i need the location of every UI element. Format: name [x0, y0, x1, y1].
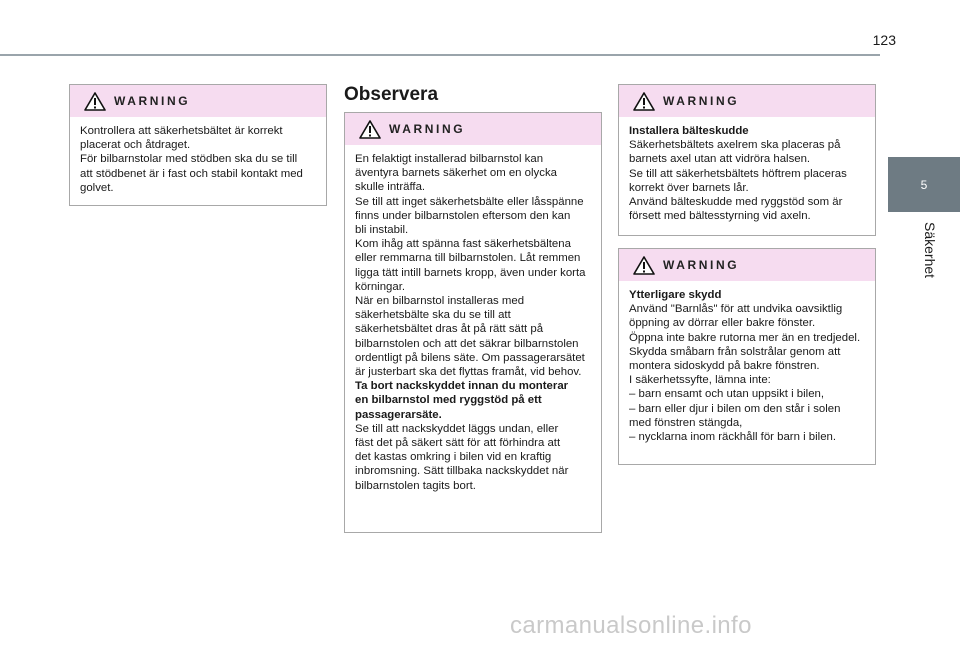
warning-triangle-icon	[633, 256, 655, 275]
text-line: Se till att säkerhetsbältets höftrem placeras	[629, 167, 847, 180]
warning-subtitle: Ytterligare skydd	[629, 289, 722, 301]
text-line: Säkerhetsbältets axelrem ska placeras på	[629, 139, 841, 152]
text-line: Öppna inte bakre rutorna mer än en tredjedel.	[629, 331, 861, 344]
text-line: barnets axel utan att vidröra halsen.	[629, 153, 811, 166]
chapter-number: 5	[920, 177, 928, 192]
text-line: För bilbarnstolar med stödben ska du se till	[80, 153, 298, 166]
text-line: I säkerhetssyfte, lämna inte:	[629, 374, 771, 387]
text-line: Skydda småbarn från solstrålar genom att	[629, 345, 841, 358]
text-line: försett med bältesstyrning vid axeln.	[629, 210, 811, 223]
text-line: ordentligt på bilens säte. Om passagerarsätet	[355, 351, 585, 364]
text-line: En felaktigt installerad bilbarnstol kan	[355, 153, 544, 165]
warning-body	[619, 117, 875, 229]
text-line: säkerhetsbälte ska du se till att	[355, 309, 511, 322]
text-line: Använd bälteskudde med ryggstöd som är	[629, 196, 843, 209]
text-line: – nycklarna inom räckhåll för barn i bilen.	[629, 431, 837, 444]
text-line: Kom ihåg att spänna fast säkerhetsbältena	[355, 238, 571, 251]
text-line: att stödbenet är i fast och stabil kontakt med	[80, 167, 303, 180]
text-line: är justerbart ska det flyttas framåt, vid behov.	[355, 366, 582, 379]
section-heading: Observera	[344, 84, 439, 105]
text-line: öppning av dörrar eller bakre fönster.	[629, 317, 816, 330]
text-line: Se till att inget säkerhetsbälte eller låsspänne	[355, 195, 584, 208]
warning-box-booster	[618, 84, 876, 236]
text-line: placerat och åtdraget.	[80, 139, 191, 152]
chapter-tab[interactable]	[888, 157, 960, 212]
warning-triangle-icon	[359, 120, 381, 139]
text-line: bilbarnstolen tagits bort.	[355, 479, 476, 492]
warning-box-seatbelt	[69, 84, 327, 206]
warning-title: WARNING	[114, 94, 191, 108]
text-line: körningar.	[355, 280, 406, 293]
chapter-label: Säkerhet	[922, 222, 938, 279]
warning-triangle-icon	[84, 92, 106, 111]
warning-box-extra-protection	[618, 248, 876, 465]
text-line: med fönstren stängda,	[629, 416, 743, 429]
warning-title: WARNING	[389, 122, 466, 136]
text-line: montera sidoskydd på bakre fönstren.	[629, 360, 820, 373]
warning-triangle-icon	[633, 92, 655, 111]
bold-text-line: Ta bort nackskyddet innan du monterar	[355, 380, 569, 393]
text-line: finns under bilbarnstolen eftersom den kan	[355, 209, 571, 222]
warning-body	[619, 281, 875, 450]
warning-title: WARNING	[663, 94, 740, 108]
warning-body	[345, 145, 601, 499]
text-line: äventyra barnets säkerhet om en olycka	[355, 167, 557, 180]
text-line: inbromsning. Sätt tillbaka nackskyddet när	[355, 465, 569, 478]
bold-text-line: en bilbarnstol med ryggstöd på ett	[355, 394, 542, 407]
bold-text-line: passagerarsäte.	[355, 408, 442, 421]
watermark: carmanualsonline.info	[510, 612, 752, 639]
warning-title: WARNING	[663, 258, 740, 272]
text-line: skulle inträffa.	[355, 181, 426, 194]
text-line: eller remmarna till bilbarnstolen. Låt remmen	[355, 252, 581, 265]
text-line: Använd "Barnlås" för att undvika oavsiktlig	[629, 303, 843, 316]
text-line: – barn ensamt och utan uppsikt i bilen,	[629, 388, 825, 401]
text-line: fäst det på säkert sätt för att förhindra att	[355, 437, 561, 450]
text-line: säkerhetsbältet dras åt på rätt sätt på	[355, 323, 544, 336]
text-line: – barn eller djur i bilen om den står i solen	[629, 402, 841, 415]
warning-header	[70, 85, 326, 117]
text-line: ligga tätt intill barnets kropp, även under korta	[355, 266, 586, 279]
warning-header	[619, 85, 875, 117]
text-line: När en bilbarnstol installeras med	[355, 295, 525, 308]
page-number: 123	[872, 32, 896, 48]
text-line: Kontrollera att säkerhetsbältet är korrekt	[80, 125, 283, 137]
text-line: bilbarnstolen och att det säkrar bilbarnstolen	[355, 337, 579, 350]
text-line: det kastas omkring i bilen vid en kraftig	[355, 451, 552, 464]
text-line: golvet.	[80, 181, 114, 194]
text-line: korrekt över barnets lår.	[629, 181, 749, 194]
warning-body	[70, 117, 326, 201]
text-line: Se till att nackskyddet läggs undan, eller	[355, 422, 559, 435]
warning-header	[345, 113, 601, 145]
warning-header	[619, 249, 875, 281]
warning-subtitle: Installera bälteskudde	[629, 125, 749, 137]
text-line: bli instabil.	[355, 224, 409, 237]
header-rule	[0, 54, 880, 56]
warning-box-child-seat	[344, 112, 602, 533]
